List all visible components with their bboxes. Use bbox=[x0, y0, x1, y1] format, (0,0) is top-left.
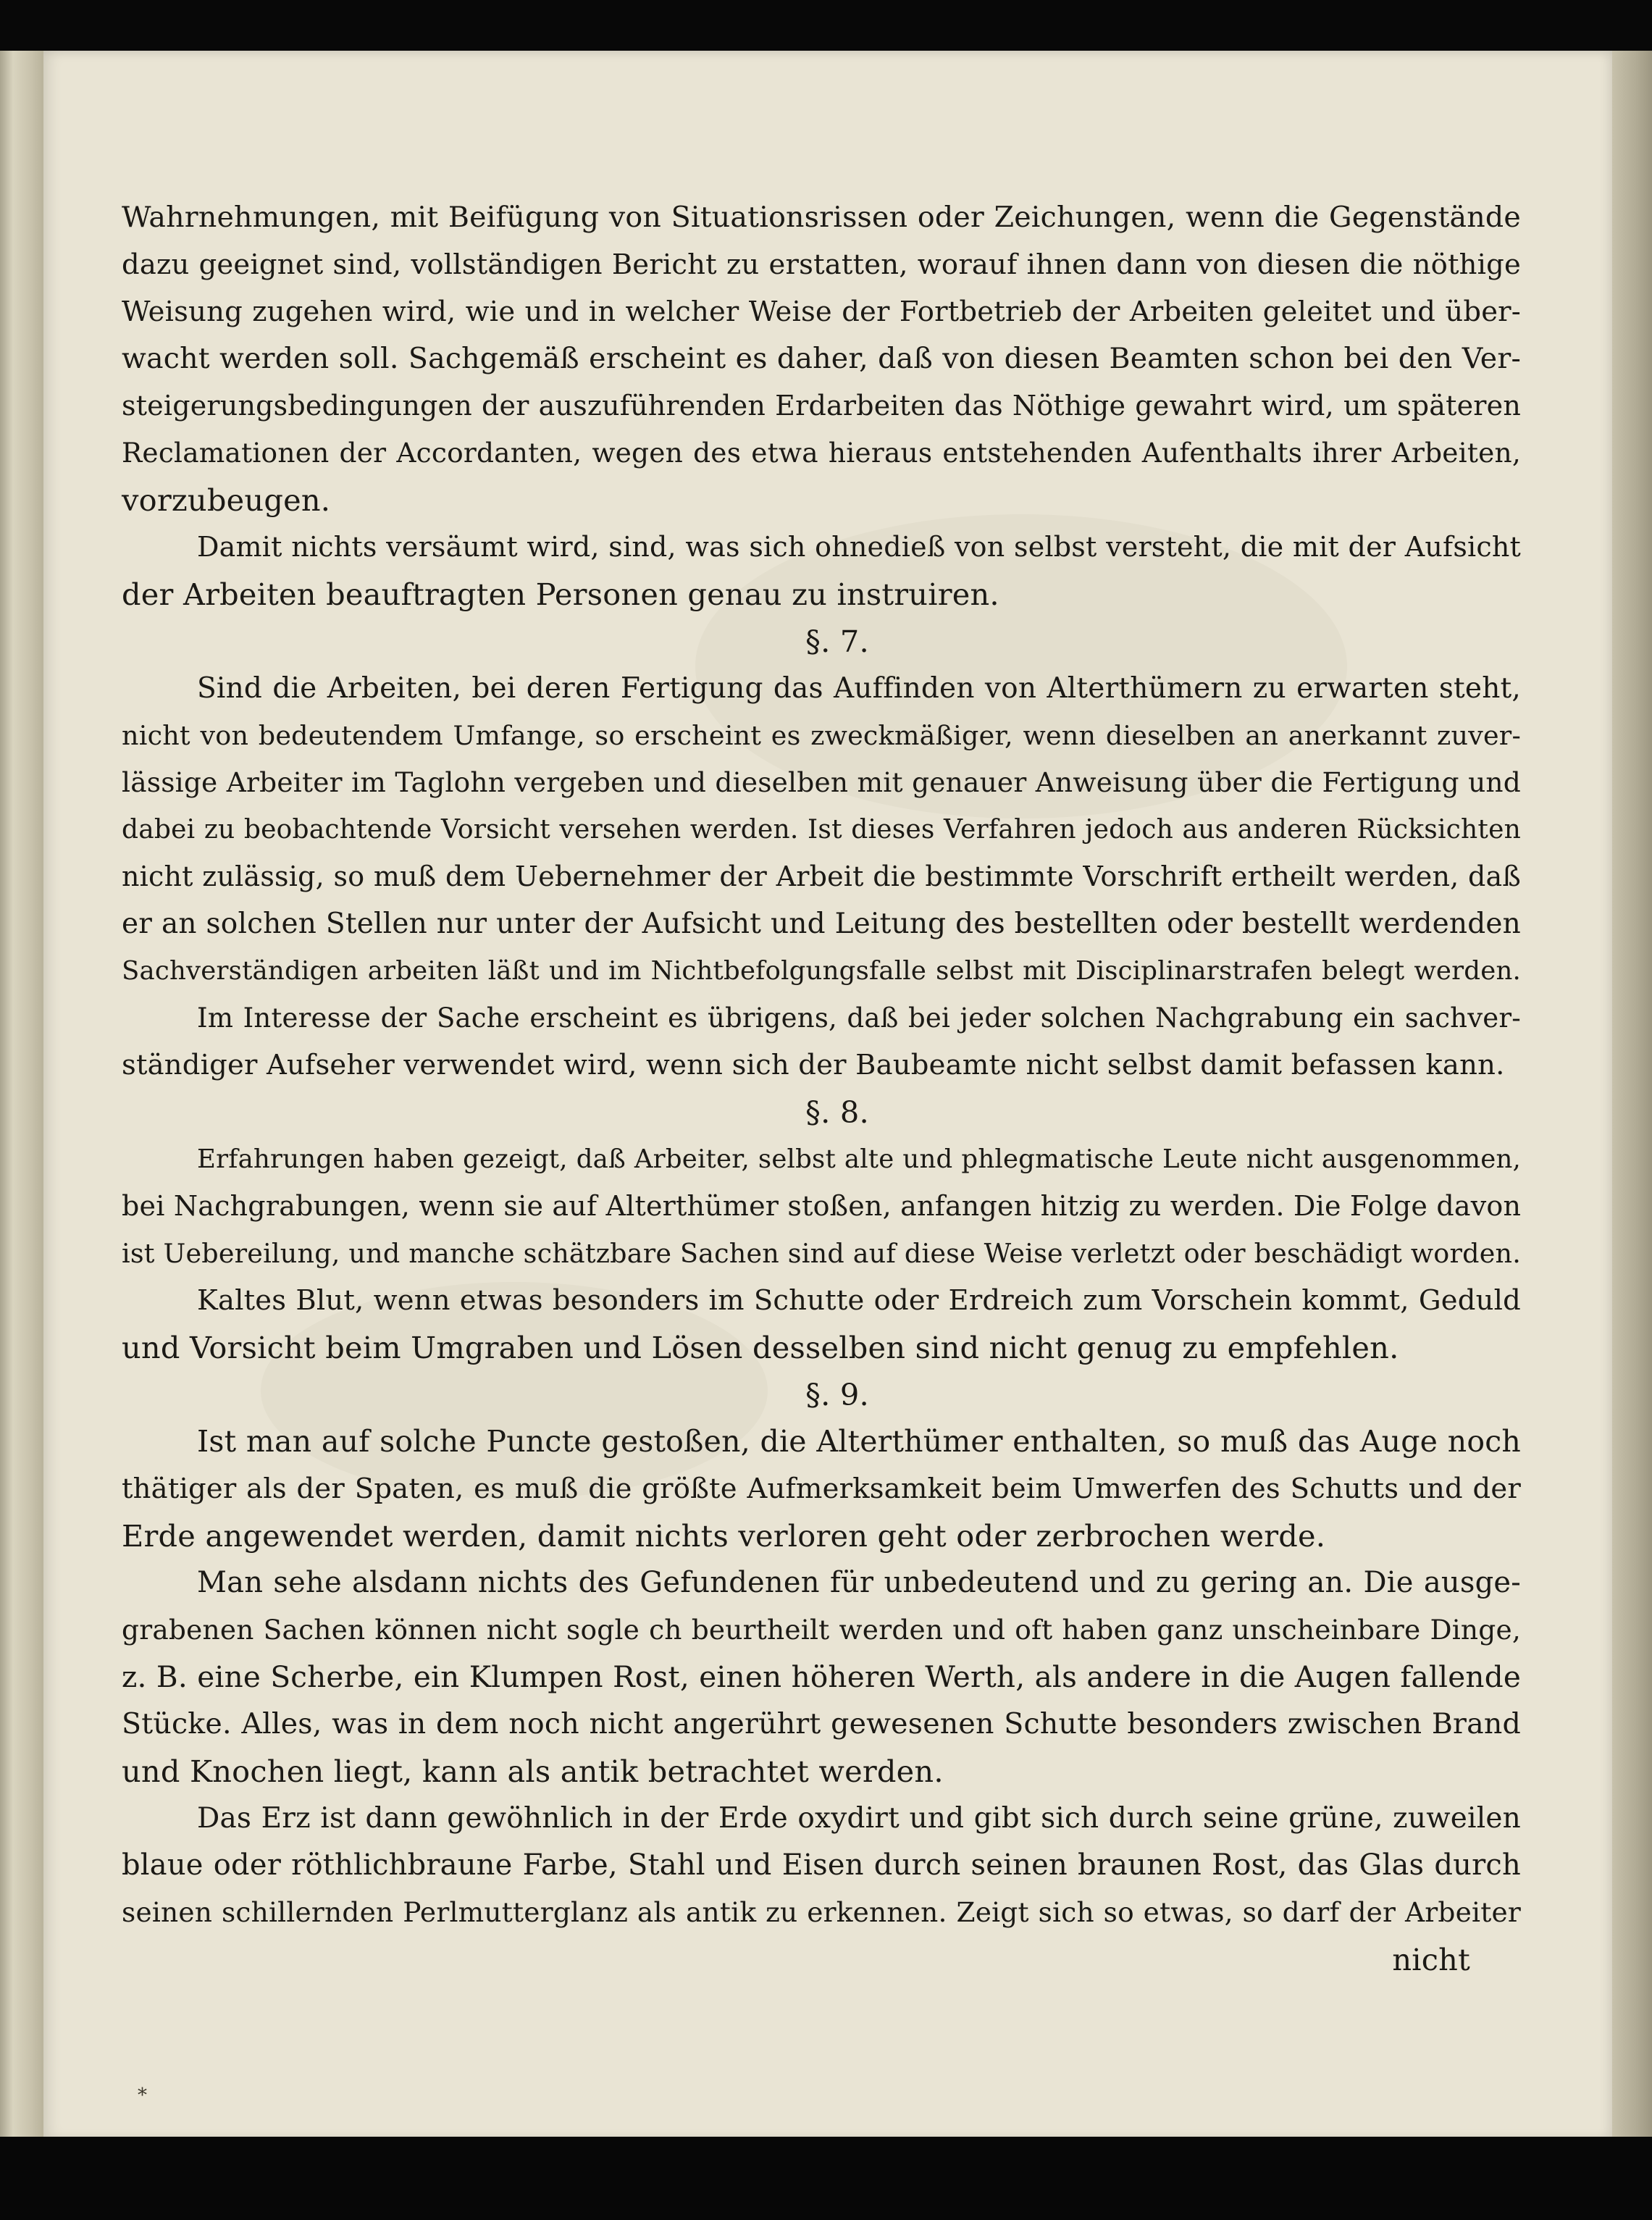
text-line: seinen schillernden Perlmutterglanz als antik zu erkennen. Zeigt sich so etwas, so darf der Arbeiter bbox=[122, 1896, 1521, 1928]
text-line: ständiger Aufseher verwendet wird, wenn sich der Baubeamte nicht selbst damit befassen kann. bbox=[122, 1049, 1505, 1081]
text-line: nicht von bedeutendem Umfange, so erscheint es zweckmäßiger, wenn dieselben an anerkannt zuver- bbox=[122, 720, 1521, 751]
text-line: Kaltes Blut, wenn etwas besonders im Schutte oder Erdreich zum Vorschein kommt, Geduld bbox=[197, 1284, 1521, 1317]
text-line: Erfahrungen haben gezeigt, daß Arbeiter, selbst alte und phlegmatische Leute nicht ausgenommen, bbox=[197, 1144, 1521, 1174]
text-line: Reclamationen der Accordanten, wegen des etwa hieraus entstehenden Aufenthalts ihrer Arbeiten, bbox=[122, 437, 1521, 469]
text-line: steigerungsbedingungen der auszuführenden Erdarbeiten das Nöthige gewahrt wird, um späteren bbox=[122, 390, 1521, 422]
text-line: wacht werden soll. Sachgemäß erscheint es daher, daß von diesen Beamten schon bei den Ver- bbox=[122, 342, 1521, 375]
page-body-text bbox=[122, 194, 1521, 1983]
text-line: vorzubeugen. bbox=[122, 482, 331, 518]
text-line: dabei zu beobachtende Vorsicht versehen werden. Ist dieses Verfahren jedoch aus anderen Rücksichten bbox=[122, 815, 1521, 845]
section-heading: §. 7. bbox=[805, 624, 869, 659]
text-line: der Arbeiten beauftragten Personen genau zu instruiren. bbox=[122, 577, 999, 612]
text-line: und Knochen liegt, kann als antik betrachtet werden. bbox=[122, 1754, 944, 1789]
text-line: thätiger als der Spaten, es muß die größte Aufmerksamkeit beim Umwerfen des Schutts und der bbox=[122, 1473, 1521, 1505]
text-line: bei Nachgrabungen, wenn sie auf Alterthümer stoßen, anfangen hitzig zu werden. Die Folge davon bbox=[122, 1190, 1522, 1222]
catchword: nicht bbox=[1392, 1942, 1470, 1977]
text-line: z. B. eine Scherbe, ein Klumpen Rost, einen höheren Werth, als andere in die Augen fallende bbox=[122, 1659, 1521, 1694]
text-line: Erde angewendet werden, damit nichts verloren geht oder zerbrochen werde. bbox=[122, 1518, 1326, 1554]
text-line: grabenen Sachen können nicht sogle ch beurtheilt werden und oft haben ganz unscheinbare Dinge, bbox=[122, 1614, 1521, 1646]
footer-mark: ⁎ bbox=[138, 2079, 147, 2100]
scan-top-border bbox=[0, 0, 1652, 56]
text-line: Stücke. Alles, was in dem noch nicht angerührt gewesenen Schutte besonders zwischen Brand bbox=[122, 1707, 1521, 1741]
text-line: ist Uebereilung, und manche schätzbare Sachen sind auf diese Weise verletzt oder beschädigt worden. bbox=[122, 1238, 1521, 1269]
text-line: Im Interesse der Sache erscheint es übrigens, daß bei jeder solchen Nachgrabung ein sachver- bbox=[197, 1002, 1521, 1034]
text-line: lässige Arbeiter im Taglohn vergeben und dieselben mit genauer Anweisung über die Fertigung und bbox=[122, 766, 1521, 798]
text-line: dazu geeignet sind, vollständigen Bericht zu erstatten, worauf ihnen dann von diesen die nöthige bbox=[122, 248, 1521, 281]
page-fore-edge bbox=[1612, 51, 1652, 2140]
section-heading: §. 9. bbox=[805, 1377, 869, 1412]
text-line: Ist man auf solche Puncte gestoßen, die Alterthümer enthalten, so muß das Auge noch bbox=[197, 1424, 1521, 1459]
text-line: nicht zulässig, so muß dem Uebernehmer der Arbeit die bestimmte Vorschrift ertheilt werden, daß bbox=[122, 860, 1521, 892]
scan-bottom-border bbox=[0, 2137, 1652, 2220]
text-line: blaue oder röthlichbraune Farbe, Stahl und Eisen durch seinen braunen Rost, das Glas durch bbox=[122, 1848, 1521, 1882]
text-line: Weisung zugehen wird, wie und in welcher Weise der Fortbetrieb der Arbeiten geleitet und über- bbox=[122, 296, 1521, 328]
text-line: er an solchen Stellen nur unter der Aufsicht und Leitung des bestellten oder bestellt werdenden bbox=[122, 908, 1521, 940]
text-line: Wahrnehmungen, mit Beifügung von Situationsrissen oder Zeichungen, wenn die Gegenstände bbox=[122, 201, 1521, 234]
text-line: Man sehe alsdann nichts des Gefundenen für unbedeutend und zu gering an. Die ausge- bbox=[197, 1566, 1521, 1599]
page-binding-edge bbox=[0, 51, 43, 2140]
section-heading: §. 8. bbox=[805, 1094, 869, 1130]
text-line: Damit nichts versäumt wird, sind, was sich ohnedieß von selbst versteht, die mit der Aufsicht bbox=[197, 531, 1521, 563]
text-line: Sind die Arbeiten, bei deren Fertigung das Auffinden von Alterthümern zu erwarten steht, bbox=[197, 672, 1521, 705]
text-line: Sachverständigen arbeiten läßt und im Nichtbefolgungsfalle selbst mit Disciplinarstrafen belegt werden. bbox=[122, 956, 1521, 986]
text-line: Das Erz ist dann gewöhnlich in der Erde oxydirt und gibt sich durch seine grüne, zuweilen bbox=[197, 1802, 1521, 1835]
text-line: und Vorsicht beim Umgraben und Lösen desselben sind nicht genug zu empfehlen. bbox=[122, 1330, 1399, 1365]
